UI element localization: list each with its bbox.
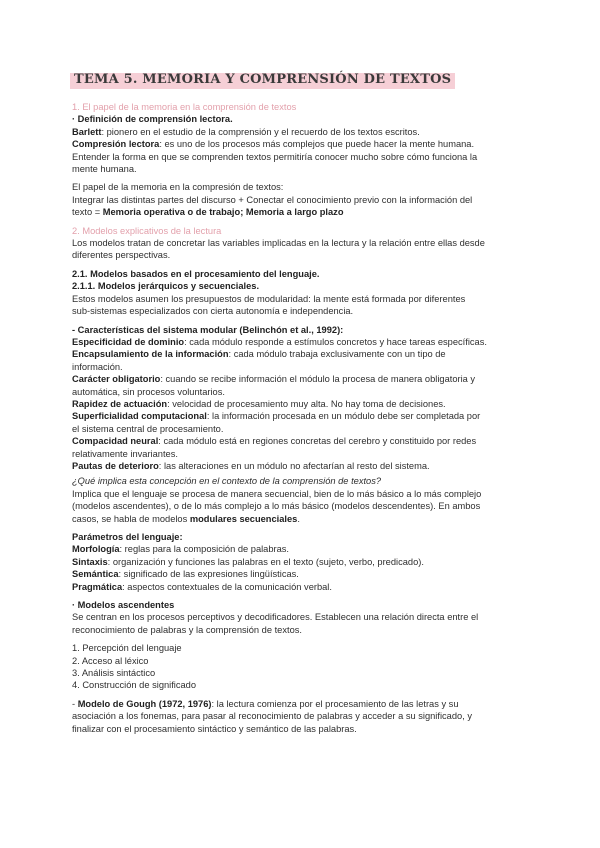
text-line: Entender la forma en que se comprenden textos permitiría conocer mucho sobre cómo funciona la	[72, 151, 478, 162]
characteristic-line	[72, 348, 528, 360]
text-line: relativamente invariantes.	[72, 448, 178, 459]
parameters-heading: Parámetros del lenguaje:	[72, 532, 183, 542]
text-line: (modelos ascendentes), o de lo más complejo a lo más básico (modelos descendentes). En ambos	[72, 501, 481, 512]
text-line: Los modelos tratan de concretar las variables implicadas en la lectura y la relación entre ellas desde	[72, 238, 485, 249]
characteristic-line	[72, 410, 528, 422]
subsection-heading: 2.1. Modelos basados en el procesamiento del lenguaje.	[72, 268, 320, 279]
text-line: El papel de la memoria en la compresión de textos:	[72, 182, 284, 193]
term: modulares secuenciales	[189, 513, 298, 524]
characteristic-line	[72, 373, 528, 385]
text: : organización y funciones las palabras en el texto (sujeto, verbo, predicado).	[107, 556, 424, 567]
list-item: 1. Percepción del lenguaje	[72, 643, 182, 654]
text-line: información.	[72, 361, 123, 372]
term: Memoria operativa o de trabajo; Memoria a largo plazo	[102, 207, 344, 218]
term: Carácter obligatorio	[72, 374, 161, 385]
text-line: Estos modelos asumen los presupuestos de modularidad: la mente está formada por diferentes	[72, 293, 466, 304]
ascendentes-heading: · Modelos ascendentes	[72, 600, 175, 611]
term: Especificidad de dominio	[72, 336, 185, 347]
page-title: TEMA 5. MEMORIA Y COMPRENSIÓN DE TEXTOS	[74, 72, 452, 87]
term: Superficialidad computacional	[72, 411, 207, 422]
term: Pragmática	[72, 581, 123, 592]
subsection-heading: 2.1.1. Modelos jerárquicos y secuenciales.	[72, 281, 260, 292]
text-line: Integrar las distintas partes del discurso + Conectar el conocimiento previo con la información del	[72, 194, 473, 205]
text: -	[72, 698, 78, 709]
text: : velocidad de procesamiento muy alta. No hay toma de decisiones.	[167, 398, 446, 409]
text: : cuando se recibe información el módulo la procesa de manera obligatoria y	[160, 374, 476, 385]
characteristics-heading: - Características del sistema modular (Belinchón et al., 1992):	[72, 324, 344, 335]
term: Encapsulamiento de la información	[72, 349, 229, 360]
term: Compresión lectora	[72, 139, 160, 150]
definition-heading: · Definición de comprensión lectora.	[72, 114, 233, 125]
list-item: 4. Construcción de significado	[72, 680, 197, 691]
text: : la lectura comienza por el procesamiento de las letras y su	[211, 698, 459, 709]
gough-line	[72, 698, 528, 710]
question-line: ¿Qué implica esta concepción en el contexto de la comprensión de textos?	[72, 476, 382, 487]
list-item: 2. Acceso al léxico	[72, 655, 149, 666]
comprension-line	[72, 138, 528, 150]
text-line: Implica que el lenguaje se procesa de manera secuencial, bien de lo más básico a lo más complejo	[72, 488, 482, 499]
text: : cada módulo trabaja exclusivamente con un tipo de	[228, 349, 446, 360]
text-line: sub-sistemas especializados con cierta autonomía e independencia.	[72, 306, 354, 317]
parameter-line	[72, 568, 528, 580]
term: Morfología	[72, 544, 120, 555]
list-item: 3. Análisis sintáctico	[72, 668, 156, 679]
text-line: mente humana.	[72, 164, 137, 175]
text: : las alteraciones en un módulo no afectarían al resto del sistema.	[158, 460, 430, 471]
text-line: reconocimiento de palabras y la comprensión de textos.	[72, 624, 302, 635]
title-block	[72, 71, 453, 89]
term: Pautas de deterioro	[72, 460, 159, 471]
characteristic-line	[72, 460, 528, 472]
text: : aspectos contextuales de la comunicación verbal.	[122, 581, 332, 592]
characteristic-line	[72, 398, 528, 410]
characteristic-line	[72, 435, 528, 447]
text: : significado de las expresiones lingüísticas.	[118, 569, 299, 580]
text: .	[297, 513, 300, 524]
term: Modelo de Gough (1972, 1976)	[77, 698, 212, 709]
text: : cada módulo está en regiones concretas del cerebro y constituido por redes	[158, 436, 477, 447]
term: Rapidez de actuación	[72, 398, 168, 409]
text-line: finalizar con el procesamiento sintáctico y semántico de las palabras.	[72, 723, 357, 734]
text: : reglas para la composición de palabras.	[119, 544, 290, 555]
text: : la información procesada en un módulo debe ser completada por	[206, 411, 481, 422]
parameter-line	[72, 581, 528, 593]
parameter-line	[72, 556, 528, 568]
parameter-line	[72, 543, 528, 555]
text: casos, se habla de modelos	[72, 513, 190, 524]
characteristic-line	[72, 336, 528, 348]
text-line: diferentes perspectivas.	[72, 250, 171, 261]
text: : cada módulo responde a estímulos concretos y hace tareas específicas.	[184, 336, 487, 347]
text-line: Se centran en los procesos perceptivos y decodificadores. Establecen una relación directa entre el	[72, 612, 479, 623]
term: Semántica	[72, 569, 119, 580]
term: Compacidad neural	[72, 436, 159, 447]
text: : es uno de los procesos más complejos que puede hacer la mente humana.	[159, 139, 475, 150]
text-line: automática, sin procesos voluntarios.	[72, 386, 225, 397]
text-line: el sistema central de procesamiento.	[72, 423, 224, 434]
term: Barlett	[72, 126, 102, 137]
text-line: asociación a los fonemas, para pasar al reconocimiento de palabras y acceder a su significado, y	[72, 711, 472, 722]
barlett-line	[72, 126, 528, 138]
section-heading-2: 2. Modelos explicativos de la lectura	[72, 225, 222, 236]
modular-line	[72, 513, 528, 525]
memory-line	[72, 206, 528, 218]
text: texto =	[72, 207, 103, 218]
section-heading-1: 1. El papel de la memoria en la comprensión de textos	[72, 102, 297, 112]
text: : pionero en el estudio de la comprensión y el recuerdo de los textos escritos.	[101, 126, 420, 137]
term: Sintaxis	[72, 556, 108, 567]
